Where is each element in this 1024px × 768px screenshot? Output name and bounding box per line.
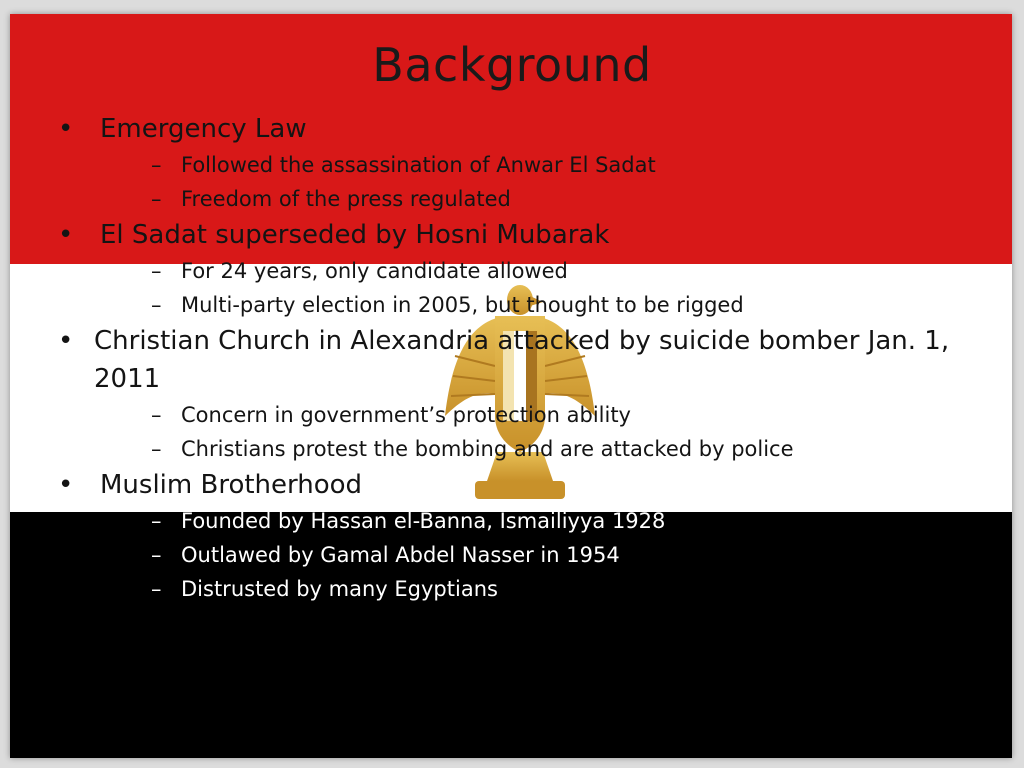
dash-icon: – — [151, 153, 162, 177]
sub-bullet-item — [94, 432, 988, 466]
bullet-item — [58, 216, 988, 322]
bullet-text: Muslim Brotherhood — [100, 470, 363, 500]
sub-bullet-item — [94, 504, 988, 538]
sub-bullet-item — [94, 288, 988, 322]
sub-bullet-text: Multi-party election in 2005, but thought to be rigged — [181, 293, 744, 317]
bullet-icon: • — [58, 470, 74, 500]
bullet-icon: • — [58, 220, 74, 250]
sub-bullet-item — [94, 148, 988, 182]
bullet-item — [58, 322, 988, 466]
dash-icon: – — [151, 577, 162, 601]
bullet-list — [58, 110, 988, 606]
dash-icon: – — [151, 509, 162, 533]
bullet-text: El Sadat superseded by Hosni Mubarak — [100, 220, 610, 250]
sub-bullet-text: Followed the assassination of Anwar El Sadat — [181, 153, 656, 177]
bullet-item — [58, 466, 988, 606]
dash-icon: – — [151, 403, 162, 427]
dash-icon: – — [151, 543, 162, 567]
slide-title: Background — [372, 38, 652, 92]
sub-bullet-item — [94, 398, 988, 432]
sub-bullet-text: Distrusted by many Egyptians — [181, 577, 498, 601]
bullet-text: Emergency Law — [100, 114, 307, 144]
bullet-text: Christian Church in Alexandria attacked by suicide bomber Jan. 1, 2011 — [94, 326, 950, 394]
bullet-icon: • — [58, 326, 74, 356]
dash-icon: – — [151, 259, 162, 283]
dash-icon: – — [151, 187, 162, 211]
sub-bullet-text: Outlawed by Gamal Abdel Nasser in 1954 — [181, 543, 620, 567]
sub-bullet-item — [94, 538, 988, 572]
bullet-icon: • — [58, 114, 74, 144]
sub-bullet-list — [94, 504, 988, 606]
sub-bullet-text: Christians protest the bombing and are attacked by police — [181, 437, 794, 461]
sub-bullet-list — [94, 254, 988, 322]
sub-bullet-text: Concern in government’s protection ability — [181, 403, 631, 427]
sub-bullet-list — [94, 398, 988, 466]
sub-bullet-text: Founded by Hassan el-Banna, Ismailiyya 1928 — [181, 509, 666, 533]
bullet-item — [58, 110, 988, 216]
sub-bullet-text: Freedom of the press regulated — [181, 187, 511, 211]
dash-icon: – — [151, 437, 162, 461]
sub-bullet-item — [94, 572, 988, 606]
sub-bullet-list — [94, 148, 988, 216]
sub-bullet-text: For 24 years, only candidate allowed — [181, 259, 568, 283]
dash-icon: – — [151, 293, 162, 317]
sub-bullet-item — [94, 182, 988, 216]
sub-bullet-item — [94, 254, 988, 288]
